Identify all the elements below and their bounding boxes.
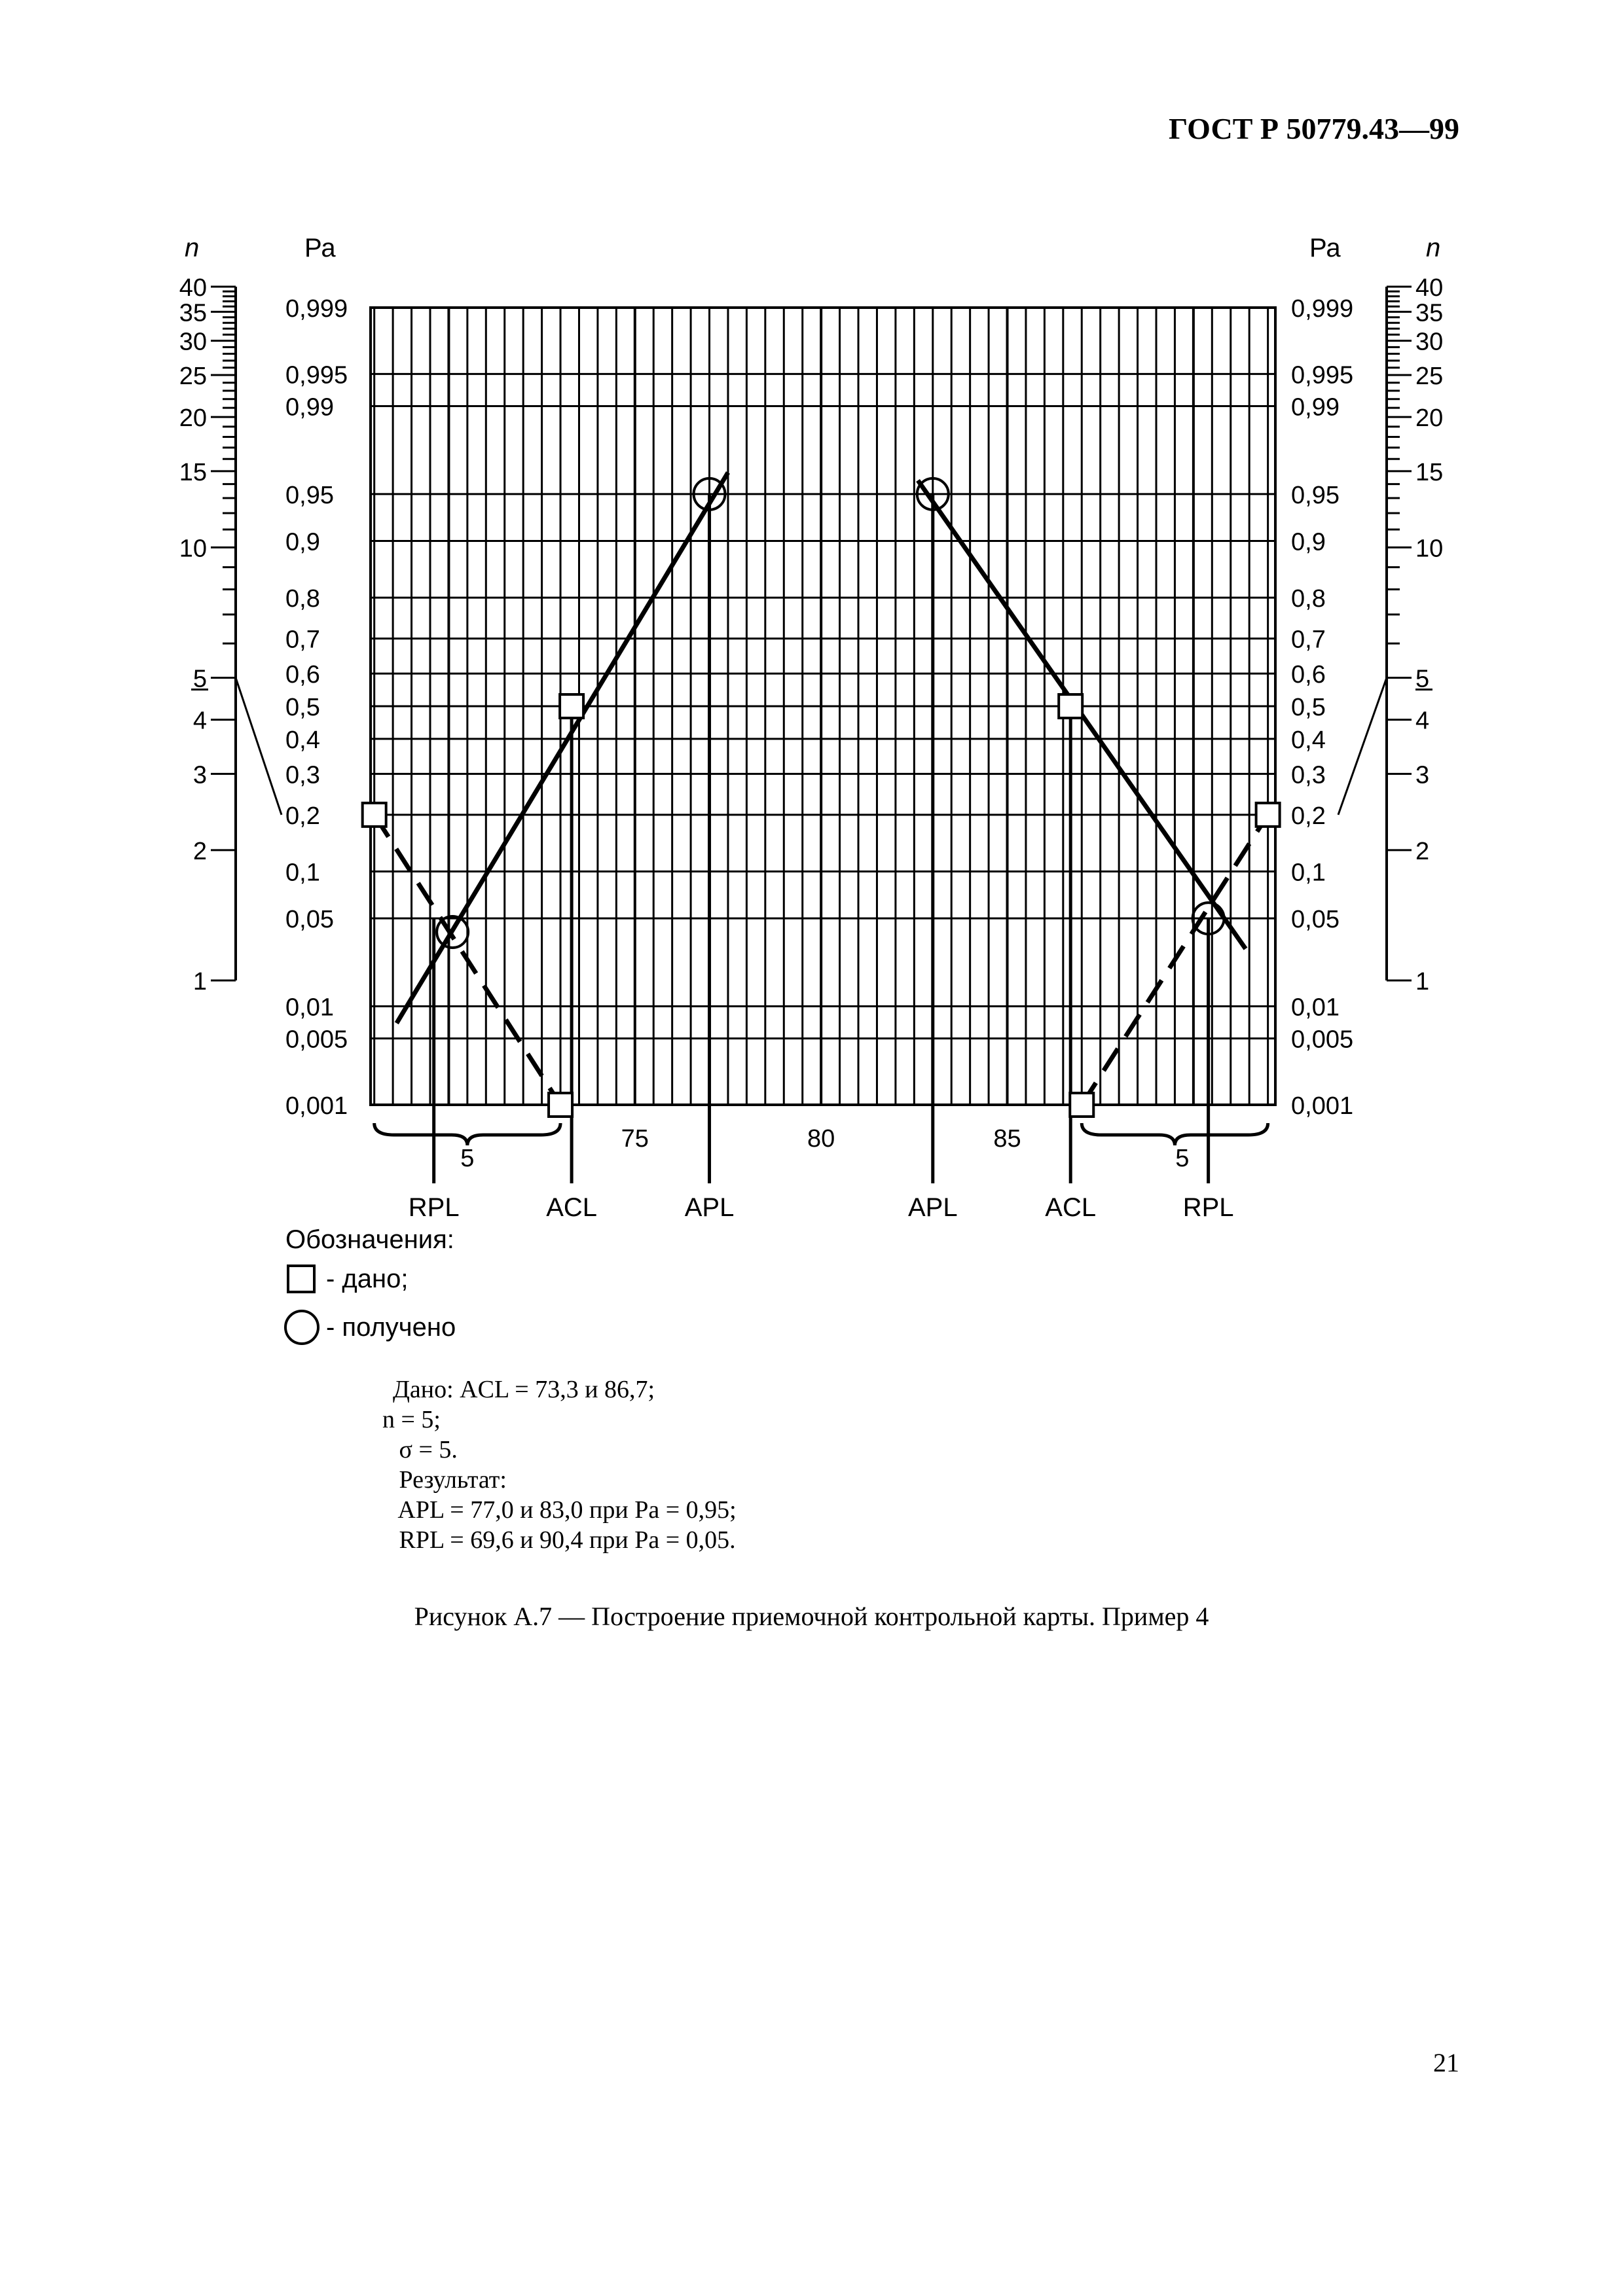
pa-tick-label-left: 0,001 [285, 1092, 348, 1120]
n-tick-label-right: 3 [1415, 761, 1430, 789]
pa-tick-label-left: 0,1 [285, 859, 320, 887]
n5-leader-left [236, 678, 282, 815]
legend-given-label: - дано; [326, 1264, 409, 1293]
marker-label-apl: APL [907, 1193, 958, 1222]
n-tick-label-left: 1 [192, 968, 207, 996]
n-tick-label-left: 40 [179, 274, 207, 302]
brace-label-left: 5 [460, 1145, 475, 1172]
page-header: ГОСТ Р 50779.43—99 [1169, 112, 1459, 145]
n-tick-label-right: 30 [1415, 328, 1444, 356]
marker-label-rpl: RPL [408, 1193, 460, 1222]
pa-axis-title-left: Ра [304, 234, 336, 262]
marker-label-acl: ACL [546, 1193, 598, 1222]
n-tick-label-right: 20 [1415, 404, 1444, 433]
pa-tick-label-right: 0,95 [1291, 481, 1340, 509]
obtained-circle-icon [284, 1310, 319, 1345]
x-tick-label: 80 [807, 1125, 835, 1153]
n-tick-label-right: 5 [1415, 665, 1430, 693]
marker-label-rpl: RPL [1182, 1193, 1234, 1222]
marker-label-apl: APL [684, 1193, 735, 1222]
n-tick-label-left: 30 [179, 328, 207, 356]
pa-tick-label-left: 0,7 [285, 626, 320, 654]
pa-tick-label-left: 0,6 [285, 661, 320, 689]
brace-left [374, 1123, 560, 1145]
pa-tick-label-right: 0,4 [1291, 726, 1326, 754]
pa-tick-label-right: 0,005 [1291, 1026, 1354, 1054]
n-tick-label-left: 5 [192, 665, 207, 693]
pa-tick-label-left: 0,01 [285, 994, 334, 1022]
n-tick-label-right: 10 [1415, 535, 1444, 563]
pa-tick-label-left: 0,95 [285, 481, 334, 509]
pa-tick-label-left: 0,05 [285, 906, 334, 934]
pa-tick-label-right: 0,9 [1291, 528, 1326, 556]
brace-label-right: 5 [1175, 1145, 1190, 1172]
given-line-4: Результат: [393, 1466, 507, 1494]
pa-tick-label-right: 0,05 [1291, 906, 1340, 934]
pa-tick-label-right: 0,001 [1291, 1092, 1354, 1120]
pa-tick-label-right: 0,999 [1291, 295, 1354, 323]
pa-tick-label-left: 0,8 [285, 585, 320, 613]
given-block [382, 1374, 737, 1555]
given-line-5: APL = 77,0 и 83,0 при Ра = 0,95; [393, 1496, 737, 1524]
n-tick-label-right: 35 [1415, 299, 1444, 327]
n-axis-title-right: n [1426, 234, 1441, 262]
pa-tick-label-right: 0,6 [1291, 661, 1326, 689]
n-axis-title-left: n [185, 234, 200, 262]
n-tick-label-right: 40 [1415, 274, 1444, 302]
marker-label-acl: ACL [1045, 1193, 1097, 1222]
brace-right [1082, 1123, 1267, 1145]
pa-tick-label-right: 0,5 [1291, 694, 1326, 721]
given-line-3: σ = 5. [393, 1436, 458, 1463]
given-line-2: n = 5; [382, 1406, 441, 1433]
n-tick-label-left: 10 [179, 535, 207, 563]
n-tick-label-right: 15 [1415, 458, 1444, 486]
n-tick-label-right: 4 [1415, 707, 1430, 735]
pa-axis-title-right: Ра [1309, 234, 1341, 262]
given-point-marker [1070, 1093, 1093, 1117]
given-point-marker [363, 803, 386, 827]
pa-tick-label-right: 0,99 [1291, 393, 1340, 422]
n-tick-label-right: 2 [1415, 837, 1430, 865]
given-square-icon [287, 1265, 316, 1293]
given-line-6: RPL = 69,6 и 90,4 при Ра = 0,05. [393, 1526, 736, 1554]
page-number: 21 [1433, 2048, 1459, 2077]
n-tick-label-left: 35 [179, 299, 207, 327]
pa-tick-label-left: 0,3 [285, 761, 320, 789]
n-tick-label-left: 25 [179, 363, 207, 391]
n-tick-label-left: 4 [192, 707, 207, 735]
given-line-1: Дано: ACL = 73,3 и 86,7; [393, 1376, 655, 1403]
pa-tick-label-right: 0,7 [1291, 626, 1326, 654]
pa-tick-label-right: 0,3 [1291, 761, 1326, 789]
pa-tick-label-left: 0,5 [285, 694, 320, 721]
n-tick-label-right: 1 [1415, 968, 1430, 996]
pa-tick-label-right: 0,01 [1291, 994, 1340, 1022]
given-point-marker [560, 694, 583, 718]
pa-tick-label-left: 0,99 [285, 393, 334, 422]
pa-tick-label-right: 0,1 [1291, 859, 1326, 887]
pa-tick-label-right: 0,2 [1291, 802, 1326, 830]
legend [285, 1225, 456, 1352]
pa-tick-label-left: 0,999 [285, 295, 348, 323]
legend-obtained-label: - получено [326, 1312, 456, 1342]
legend-title: Обозначения: [285, 1225, 454, 1254]
solid-oc-line [397, 473, 728, 1023]
x-tick-label: 75 [621, 1125, 649, 1153]
figure-caption: Рисунок А.7 — Построение приемочной контрольной карты. Пример 4 [414, 1602, 1209, 1631]
n-tick-label-left: 15 [179, 458, 207, 486]
given-point-marker [549, 1093, 572, 1117]
pa-tick-label-left: 0,995 [285, 361, 348, 389]
x-tick-label: 85 [993, 1125, 1021, 1153]
given-point-marker [1059, 694, 1082, 718]
pa-tick-label-left: 0,4 [285, 726, 320, 754]
n-tick-label-left: 20 [179, 404, 207, 433]
pa-tick-label-left: 0,2 [285, 802, 320, 830]
n-tick-label-left: 3 [192, 761, 207, 789]
given-point-marker [1256, 803, 1280, 827]
pa-tick-label-left: 0,9 [285, 528, 320, 556]
pa-tick-label-right: 0,995 [1291, 361, 1354, 389]
n-tick-label-right: 25 [1415, 363, 1444, 391]
n-tick-label-left: 2 [192, 837, 207, 865]
pa-tick-label-left: 0,005 [285, 1026, 348, 1054]
n5-leader-right [1338, 678, 1387, 815]
pa-tick-label-right: 0,8 [1291, 585, 1326, 613]
